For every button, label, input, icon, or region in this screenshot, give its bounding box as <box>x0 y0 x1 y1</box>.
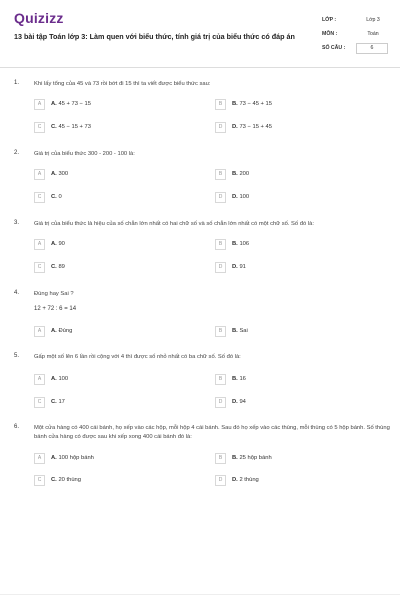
page-title: 13 bài tập Toán lớp 3: Làm quen với biểu thức, tính giá trị của biểu thức có đáp án <box>14 32 295 41</box>
option-d[interactable] <box>215 122 360 133</box>
option-text-wrap <box>232 376 246 382</box>
option-label: A. <box>51 101 57 107</box>
option-text-wrap <box>232 328 248 334</box>
meta-grade-value: Lớp 3 <box>366 17 380 23</box>
question-text: Giá trị của biểu thức là hiệu của số chẵn lớn nhất có hai chữ số và số chẵn lớn nhất có một chữ số. Số đó là: <box>34 221 314 227</box>
option-letter: B <box>215 374 226 385</box>
option-letter: A <box>34 99 45 110</box>
option-c[interactable] <box>34 475 179 486</box>
question-text: Giá trị của biểu thức 300 - 200 - 100 là: <box>34 151 135 157</box>
option-text: 100 <box>58 376 69 382</box>
quizizz-logo: Quizizz <box>14 10 64 26</box>
option-text: 2 thùng <box>239 477 259 483</box>
option-text: 300 <box>58 171 69 177</box>
option-a[interactable] <box>34 99 179 110</box>
option-b[interactable] <box>215 326 360 337</box>
option-label: C. <box>51 477 57 483</box>
option-label: D. <box>232 399 238 405</box>
question-text: Gấp một số lên 6 lần rồi cộng với 4 thì được số nhỏ nhất có ba chữ số. Số đó là: <box>34 354 241 360</box>
option-text: 20 thùng <box>58 477 82 483</box>
option-text-wrap <box>51 328 72 334</box>
option-b[interactable] <box>215 169 360 180</box>
option-d[interactable] <box>215 475 360 486</box>
question-number: 5. <box>14 353 20 359</box>
option-text: 45 + 73 − 15 <box>58 101 91 107</box>
option-c[interactable] <box>34 192 179 203</box>
option-label: B. <box>232 241 238 247</box>
option-text-wrap <box>51 399 65 405</box>
option-text: 0 <box>58 194 62 200</box>
option-text: 100 hộp bánh <box>58 455 94 461</box>
option-text-wrap <box>51 171 68 177</box>
option-text: Đúng <box>58 328 73 334</box>
option-text-wrap <box>232 194 249 200</box>
option-text-wrap <box>232 264 246 270</box>
option-text-wrap <box>232 455 272 461</box>
meta-count-value: 6 <box>356 43 388 54</box>
option-letter: B <box>215 453 226 464</box>
option-letter: B <box>215 326 226 337</box>
option-text: 17 <box>58 399 65 405</box>
option-text-wrap <box>232 171 249 177</box>
option-label: A. <box>51 376 57 382</box>
option-text: 73 − 15 + 45 <box>239 124 272 130</box>
option-letter: D <box>215 475 226 486</box>
meta-panel <box>322 14 388 56</box>
option-b[interactable] <box>215 99 360 110</box>
option-letter: A <box>34 239 45 250</box>
option-letter: D <box>215 397 226 408</box>
meta-subject-value: Toán <box>367 31 379 37</box>
option-letter: D <box>215 262 226 273</box>
option-text-wrap <box>51 477 81 483</box>
option-a[interactable] <box>34 239 179 250</box>
option-text-wrap <box>51 376 68 382</box>
option-text: 100 <box>239 194 250 200</box>
option-letter: D <box>215 122 226 133</box>
option-letter: B <box>215 239 226 250</box>
meta-subject <box>322 28 388 42</box>
option-c[interactable] <box>34 397 179 408</box>
option-text: 89 <box>58 264 65 270</box>
question-number: 4. <box>14 290 20 296</box>
option-a[interactable] <box>34 374 179 385</box>
option-letter: C <box>34 192 45 203</box>
question-number: 6. <box>14 424 20 430</box>
option-letter: C <box>34 262 45 273</box>
option-label: A. <box>51 455 57 461</box>
option-b[interactable] <box>215 239 360 250</box>
option-text: 73 − 45 + 15 <box>239 101 272 107</box>
option-letter: B <box>215 169 226 180</box>
option-c[interactable] <box>34 262 179 273</box>
question-text: Một cửa hàng có 400 cái bánh, họ xếp vào các hộp, mỗi hộp 4 cái bánh. Sau đó họ xếp vào các thùng, mỗi thùng có 5 hộp bánh. Số thùng bánh cửa hàng có được sau khi xếp xong 400 cái bánh đó là: <box>34 425 390 440</box>
option-a[interactable] <box>34 453 179 464</box>
option-letter: A <box>34 326 45 337</box>
option-label: C. <box>51 124 57 130</box>
meta-grade-key: LỚP : <box>322 17 337 23</box>
option-label: C. <box>51 264 57 270</box>
meta-grade <box>322 14 388 28</box>
option-text-wrap <box>232 124 272 130</box>
question-text: Khi lấy tổng của 45 và 73 rồi bớt đi 15 thì ta viết được biểu thức sau: <box>34 81 211 87</box>
page-bottom-divider <box>0 594 400 595</box>
option-label: D. <box>232 264 238 270</box>
option-label: B. <box>232 328 238 334</box>
meta-count-key: SỐ CÂU : <box>322 45 346 51</box>
option-letter: C <box>34 122 45 133</box>
option-label: A. <box>51 328 57 334</box>
option-text-wrap <box>232 101 272 107</box>
meta-count <box>322 42 388 56</box>
question-text: Đúng hay Sai ? <box>34 291 74 297</box>
option-d[interactable] <box>215 397 360 408</box>
option-text: 25 hộp bánh <box>239 455 272 461</box>
option-text-wrap <box>51 455 94 461</box>
option-text: 16 <box>239 376 246 382</box>
question-expression: 12 + 72 : 6 = 14 <box>34 306 77 312</box>
option-label: B. <box>232 101 238 107</box>
option-text: 106 <box>239 241 250 247</box>
option-text: 45 − 15 + 73 <box>58 124 91 130</box>
meta-subject-key: MÔN : <box>322 31 338 37</box>
option-text-wrap <box>51 241 65 247</box>
option-label: B. <box>232 171 238 177</box>
option-text-wrap <box>232 477 259 483</box>
option-text: 90 <box>58 241 65 247</box>
option-text: 94 <box>239 399 246 405</box>
option-label: C. <box>51 399 57 405</box>
option-label: A. <box>51 171 57 177</box>
option-letter: A <box>34 374 45 385</box>
option-letter: C <box>34 475 45 486</box>
option-text: 200 <box>239 171 250 177</box>
option-text-wrap <box>51 101 91 107</box>
option-text-wrap <box>232 241 249 247</box>
option-b[interactable] <box>215 374 360 385</box>
option-label: B. <box>232 376 238 382</box>
option-a[interactable] <box>34 326 179 337</box>
option-letter: B <box>215 99 226 110</box>
option-letter: C <box>34 397 45 408</box>
option-letter: A <box>34 169 45 180</box>
option-text-wrap <box>51 194 62 200</box>
option-text-wrap <box>51 124 91 130</box>
question-number: 2. <box>14 150 20 156</box>
option-label: D. <box>232 124 238 130</box>
option-c[interactable] <box>34 122 179 133</box>
option-text-wrap <box>51 264 65 270</box>
option-text-wrap <box>232 399 246 405</box>
option-label: D. <box>232 477 238 483</box>
header-divider <box>0 67 400 68</box>
option-label: A. <box>51 241 57 247</box>
option-label: D. <box>232 194 238 200</box>
option-text: 91 <box>239 264 246 270</box>
option-a[interactable] <box>34 169 179 180</box>
question-number: 3. <box>14 220 20 226</box>
option-letter: A <box>34 453 45 464</box>
option-d[interactable] <box>215 262 360 273</box>
question-number: 1. <box>14 80 20 86</box>
option-text: Sai <box>239 328 248 334</box>
option-label: B. <box>232 455 238 461</box>
option-b[interactable] <box>215 453 360 464</box>
option-d[interactable] <box>215 192 360 203</box>
option-letter: D <box>215 192 226 203</box>
option-label: C. <box>51 194 57 200</box>
